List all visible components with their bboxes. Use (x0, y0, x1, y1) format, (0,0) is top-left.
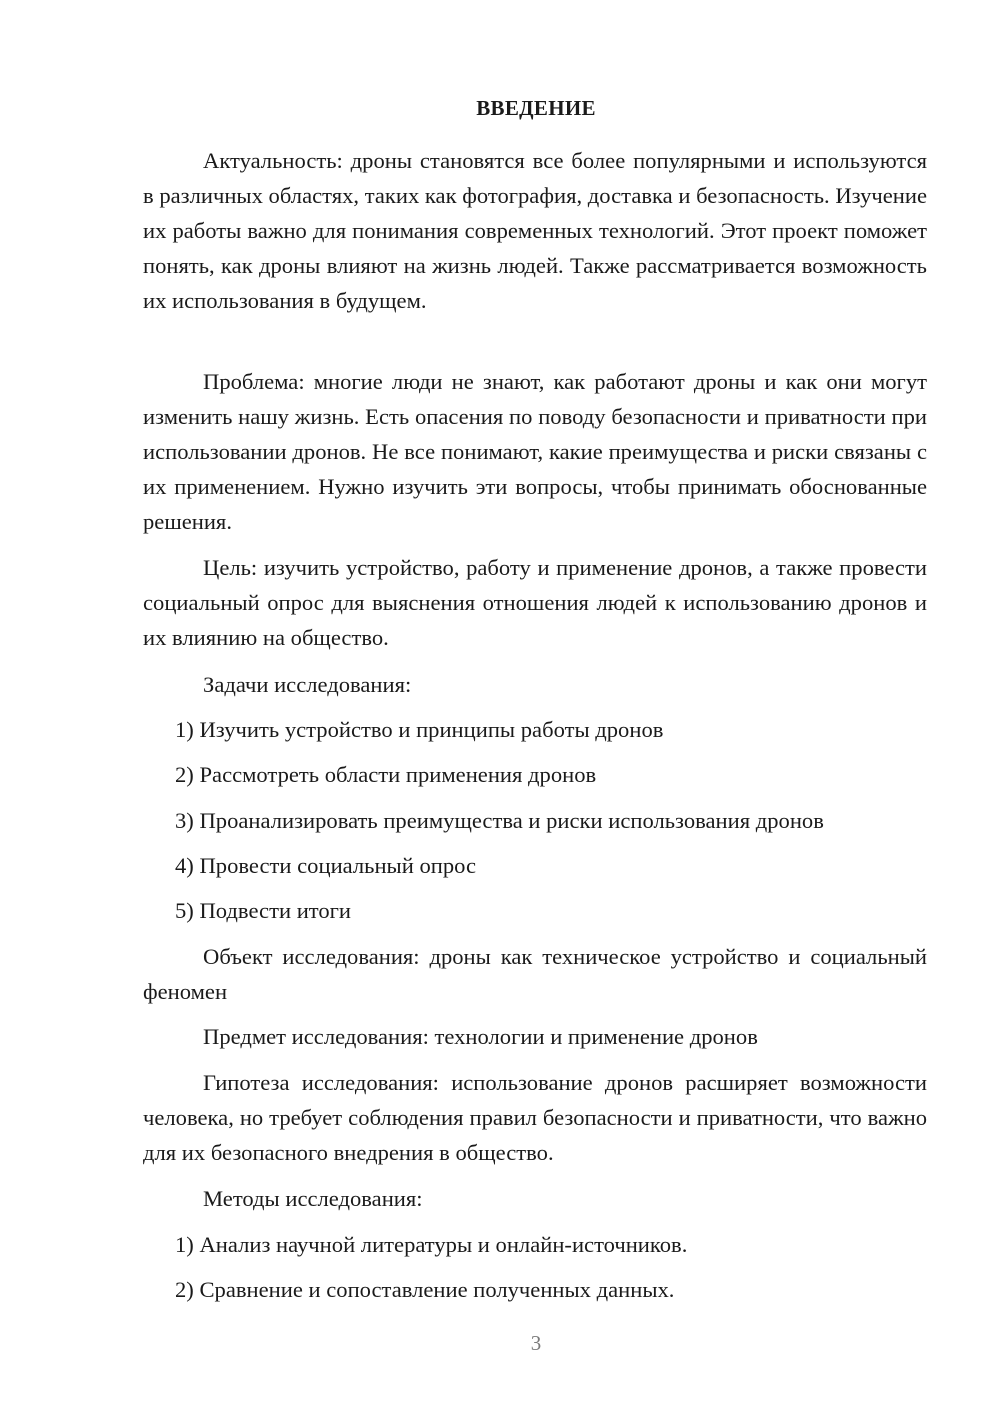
goal-paragraph: Цель: изучить устройство, работу и применение дронов, а также провести социальный опрос для выяснения отношения людей к использованию дронов и их влиянию на общество. (143, 555, 927, 650)
task-item: 4) Провести социальный опрос (175, 853, 477, 878)
task-item: 2) Рассмотреть области применения дронов (175, 762, 597, 787)
method-item: 1) Анализ научной литературы и онлайн-источников. (175, 1232, 688, 1257)
task-item: 3) Проанализировать преимущества и риски использования дронов (175, 808, 824, 833)
page-number: 3 (530, 1331, 542, 1355)
relevance-paragraph: Актуальность: дроны становятся все более популярными и используются в различных областях, таких как фотография, доставка и безопасность. Изучение их работы важно для понимания современных технологий. Этот проект поможет понять, как дроны влияют на жизнь людей. Также рассматривается возможность их использования в будущем. (143, 148, 927, 313)
hypothesis-paragraph: Гипотеза исследования: использование дронов расширяет возможности человека, но требует соблюдения правил безопасности и приватности, что важно для их безопасного внедрения в общество. (143, 1070, 927, 1165)
task-item: 5) Подвести итоги (175, 898, 352, 923)
subject-paragraph: Предмет исследования: технологии и применение дронов (203, 1024, 758, 1049)
tasks-title: Задачи исследования: (203, 672, 412, 697)
method-item: 2) Сравнение и сопоставление полученных данных. (175, 1277, 675, 1302)
task-item: 1) Изучить устройство и принципы работы дронов (175, 717, 664, 742)
object-paragraph: Объект исследования: дроны как техническое устройство и социальный феномен (143, 944, 927, 1004)
methods-title: Методы исследования: (203, 1186, 423, 1211)
section-heading: ВВЕДЕНИЕ (476, 96, 596, 120)
problem-paragraph: Проблема: многие люди не знают, как работают дроны и как они могут изменить нашу жизнь. Есть опасения по поводу безопасности и приватности при использовании дронов. Не все понимают, какие преимущества и риски связаны с их применением. Нужно изучить эти вопросы, чтобы принимать обоснованные решения. (143, 369, 927, 534)
